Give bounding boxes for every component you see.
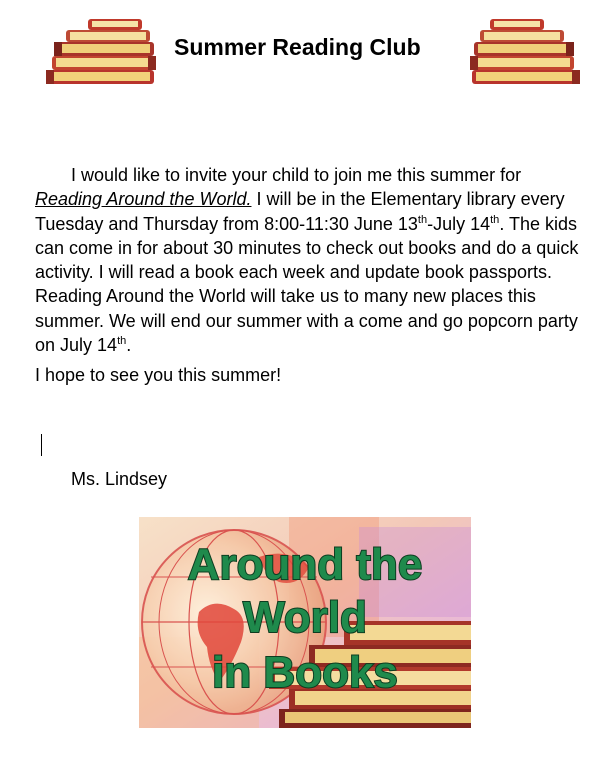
letter-body — [35, 163, 580, 388]
stack-of-books-icon — [466, 14, 586, 89]
para-text: -July 14 — [427, 213, 491, 234]
banner-line-3: in Books — [212, 648, 398, 697]
para-text: I will be in the Elementary library every Tuesday and Thursday from 8:00-11:30 June 13 — [35, 189, 565, 234]
signature: Ms. Lindsey — [71, 469, 168, 489]
ordinal-suffix: th — [417, 213, 428, 226]
around-the-world-banner — [139, 517, 471, 728]
ordinal-suffix: th — [490, 213, 500, 226]
ordinal-suffix: th — [117, 335, 127, 348]
para-text: . The kids can come in for about 30 minutes to check out books and do a quick activity. I will read a book each week and update book passports. Reading Around the World will take us to many new places this summer. We will end our summer with a come and go popcorn party on July 14 — [35, 213, 579, 356]
text-cursor[interactable] — [41, 434, 42, 456]
banner-line-1: Around the — [187, 540, 423, 589]
banner-line-2: World — [243, 593, 367, 642]
para-intro: I would like to invite your child to join me this summer for — [71, 165, 522, 185]
invitation-paragraph — [35, 163, 580, 357]
banner-text — [139, 517, 471, 728]
program-name: Reading Around the World. — [35, 189, 252, 210]
para-end: . — [126, 335, 132, 356]
closing-paragraph: I hope to see you this summer! — [35, 365, 282, 386]
page-title: Summer Reading Club — [174, 34, 421, 60]
stack-of-books-icon — [42, 14, 162, 89]
